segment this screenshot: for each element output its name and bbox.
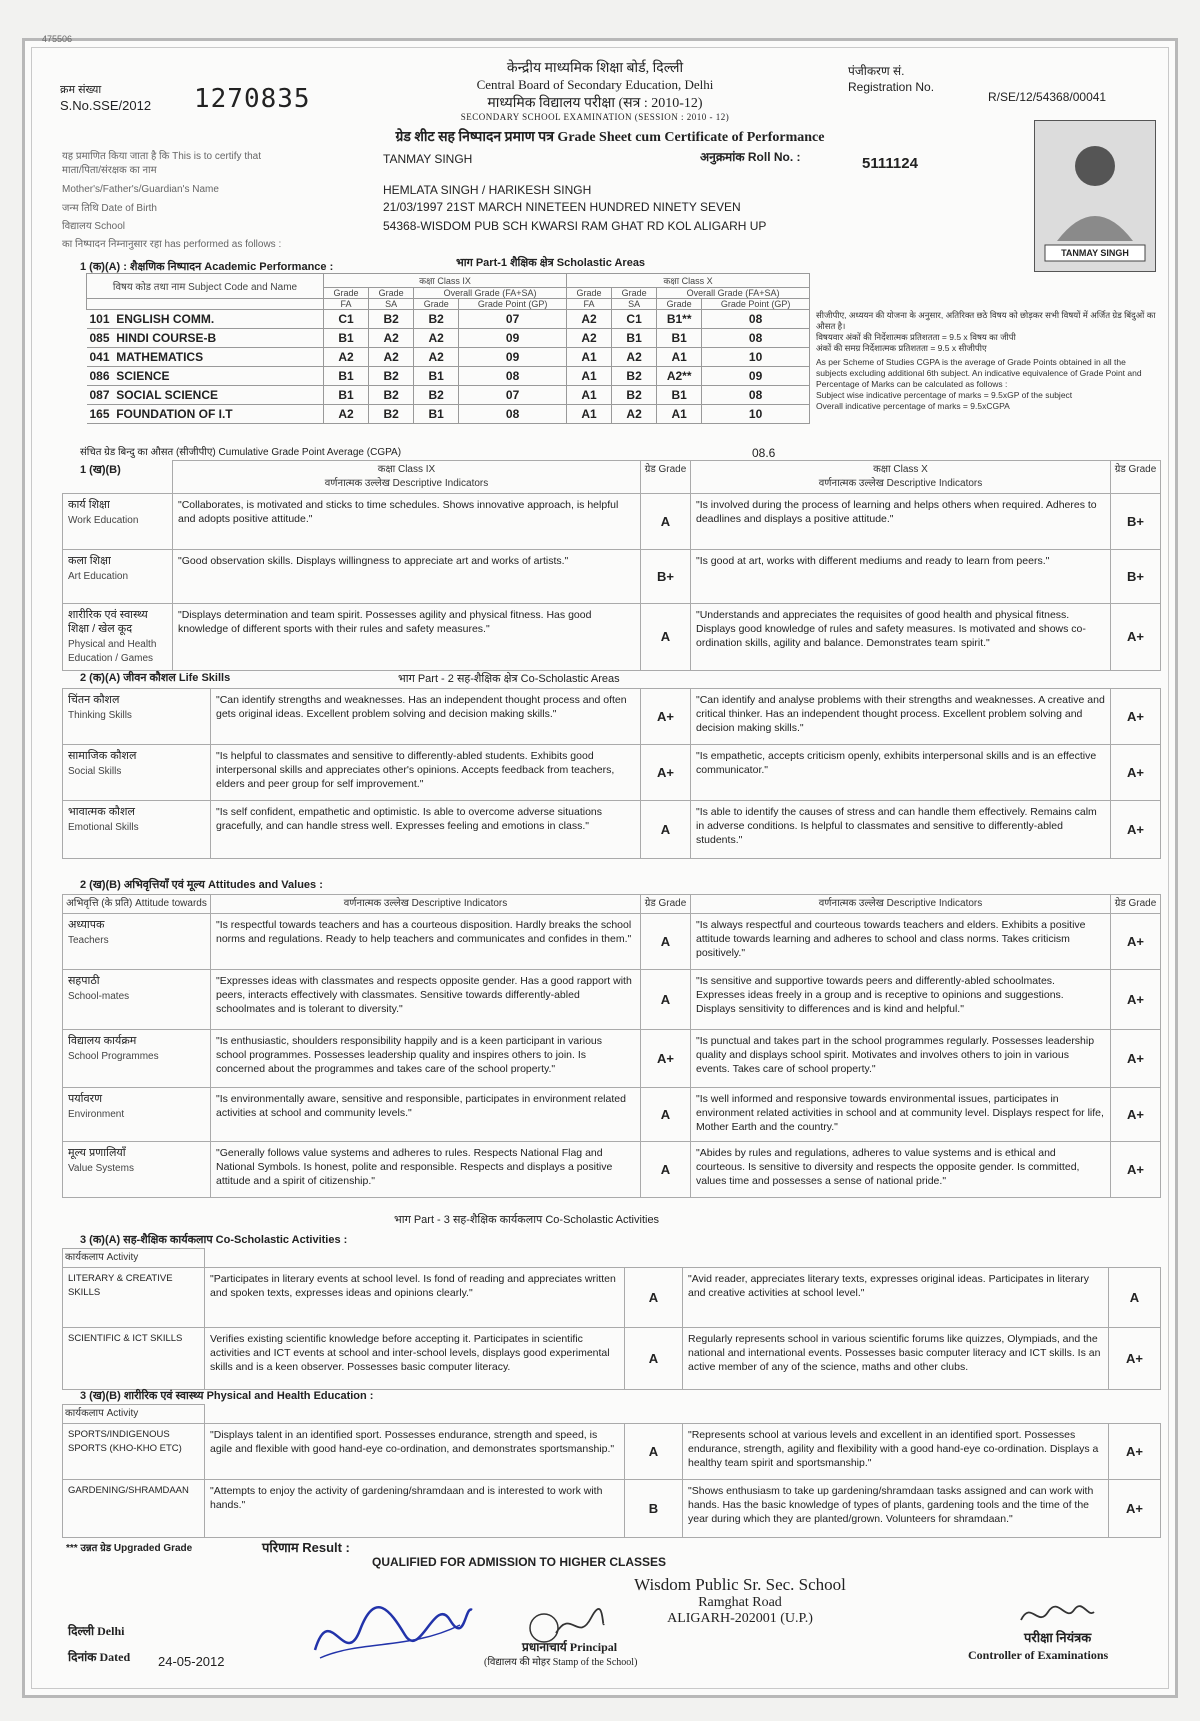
registration-label: Registration No. [848, 80, 935, 94]
grade-class-x: A+ [1111, 914, 1161, 970]
coscholastic-activities-table [62, 1248, 1161, 1390]
table-row [63, 745, 1161, 801]
table-row [63, 550, 1161, 604]
table-row [63, 1328, 1161, 1390]
serial-label: S.No.SSE/2012 [60, 98, 152, 113]
activity-header: कार्यकलाप Activity [63, 1405, 205, 1424]
note-line: अंकों की समग्र निर्देशात्मक प्रतिशतता = 9.5 x सीजीपीए [816, 343, 987, 353]
performed-label: का निष्पादन निम्नानुसार रहा has performed as follows : [62, 239, 282, 250]
grade-class-ix: B+ [641, 550, 691, 604]
grade-point-cell: 09 [459, 329, 567, 348]
area-name: School-mates [68, 991, 130, 1002]
section-2b-label: 2 (ख)(B) अभिवृत्तियाँ एवं मूल्य Attitudes and Values : [80, 879, 323, 891]
area-name: Social Skills [68, 766, 122, 777]
grade-class-ix: A [641, 604, 691, 671]
result-label: परिणाम Result : [262, 1540, 350, 1555]
grade-class-ix: A [641, 801, 691, 859]
stamp-school-name: Wisdom Public Sr. Sec. School [634, 1575, 846, 1594]
indicator-class-ix: "Expresses ideas with classmates and respects opposite gender. Has a good rapport with peers, interacts effectively with classmates. Sensitive towards differently-abled schoolmates and is tolerant to diversity." [211, 970, 641, 1030]
grade-cell: A2 [612, 405, 657, 424]
indicator-class-x: "Represents school at various levels and excellent in an identified sport. Possesses endurance, strength, agility and flexibility with a good hand-eye co-ordination. Displays a healthy team spirit and sportsmanship." [683, 1424, 1109, 1480]
table-row [63, 689, 1161, 745]
indicator-class-x: "Shows enthusiasm to take up gardening/shramdaan tasks assigned and can work with hands. Has the basic knowledge of types of plants, gardening tools and the time of the year during which they are planted/grown. Volunteers for shramdaan." [683, 1480, 1109, 1538]
grade-cell: B1** [657, 310, 702, 329]
indicator-class-ix: "Can identify strengths and weaknesses. Has an independent thought process and often gets original ideas. Excellent problem solving and decision making skills." [211, 689, 641, 745]
cgpa-value: 08.6 [752, 446, 776, 460]
grade-cell: C1 [324, 310, 369, 329]
grade-cell: A1 [566, 367, 611, 386]
area-name-hindi: अध्यापक [68, 919, 105, 931]
subject-name: FOUNDATION OF I.T [116, 407, 233, 421]
grade-cell: A2 [369, 348, 414, 367]
table-row [63, 494, 1161, 550]
section-3b-label: 3 (ख)(B) शारीरिक एवं स्वास्थ्य Physical and Health Education : [80, 1390, 374, 1402]
parent-label: Mother's/Father's/Guardian's Name [62, 184, 219, 195]
controller-label: Controller of Examinations [968, 1648, 1109, 1662]
section-3a-label: 3 (क)(A) सह-शैक्षिक कार्यकलाप Co-Scholastic Activities : [80, 1234, 348, 1246]
date-of-birth: 21/03/1997 21ST MARCH NINETEEN HUNDRED NINETY SEVEN [383, 200, 741, 214]
grade-class-x: A+ [1111, 689, 1161, 745]
subject-row [87, 405, 810, 424]
grade-cell: A2 [369, 329, 414, 348]
area-name-hindi: विद्यालय कार्यक्रम [68, 1035, 137, 1047]
grade-cell: B1 [324, 367, 369, 386]
indicator-class-x: "Is able to identify the causes of stress and can handle them effectively. Remains calm in adverse conditions. Is helpful to classmates and sensitive to differently-abled students." [691, 801, 1111, 859]
parents-names: HEMLATA SINGH / HARIKESH SINGH [383, 183, 592, 197]
col-gp: Grade Point (GP) [459, 299, 567, 310]
indicator-class-x: "Is well informed and responsive towards environmental issues, participates in environment related activities in school and at community level. Displays respect for life, Mother Earth and the country." [691, 1088, 1111, 1142]
indicator-class-ix: "Attempts to enjoy the activity of gardening/shramdaan and is interested to work with hands." [205, 1480, 625, 1538]
indicator-class-x: "Can identify and analyse problems with their strengths and weaknesses. A creative and critical thinker. Has an independent thought process. Excellent problem solving and decision making skills." [691, 689, 1111, 745]
indicator-class-x: Regularly represents school in various scientific forums like quizzes, Olympiads, and the national and international events. Possesses basic computer literacy and ICT skills. Is an active member of any of the science, maths and other clubs. [683, 1328, 1109, 1390]
area-name-hindi: शारीरिक एवं स्वास्थ्य शिक्षा / खेल कूद [68, 609, 148, 635]
school-stamp [600, 1575, 880, 1627]
exam-name: SECONDARY SCHOOL EXAMINATION (SESSION : 2010 - 12) [460, 112, 730, 122]
student-name: TANMAY SINGH [383, 152, 473, 166]
grade-point-cell: 09 [459, 348, 567, 367]
result-value: QUALIFIED FOR ADMISSION TO HIGHER CLASSES [372, 1555, 667, 1569]
attitudes-values-table [62, 894, 1161, 1198]
cgpa-notes [816, 310, 1156, 412]
cgpa-label: संचित ग्रेड बिन्दु का औसत (सीजीपीए) Cumulative Grade Point Average (CGPA) [80, 447, 402, 458]
grade-cell: A2** [657, 367, 702, 386]
grade-cell: A2 [414, 348, 459, 367]
stamp-note: (विद्यालय की मोहर Stamp of the School) [484, 1657, 638, 1668]
indicator-class-ix: "Is self confident, empathetic and optimistic. Is able to overcome adverse situations gracefully, and can handle stress well. Expresses feeling and emotions in class." [211, 801, 641, 859]
class-x-header: कक्षा Class X [566, 274, 809, 288]
table-row [63, 1424, 1161, 1480]
roll-number: 5111124 [862, 155, 918, 172]
grade-cell: B1 [414, 405, 459, 424]
subject-row [87, 329, 810, 348]
table-row [63, 1030, 1161, 1088]
section-1b-table [62, 460, 1161, 671]
grade-cell: B2 [369, 367, 414, 386]
table-row [63, 1142, 1161, 1198]
table-row [63, 604, 1161, 671]
grade-cell: B1 [657, 386, 702, 405]
indicator-class-ix: "Displays talent in an identified sport. Possesses endurance, strength and speed, is agile and flexible with good hand-eye co-ordination, and demonstrates sportsmanship." [205, 1424, 625, 1480]
grade-class-ix: A [625, 1424, 683, 1480]
grade-class-x: A [1109, 1268, 1161, 1328]
corner-number: 475506 [42, 34, 73, 44]
indicator-class-ix: Verifies existing scientific knowledge before accepting it. Participates in scientific activities and ICT events at school and inter-school levels, displays good experimental skills and is a keen observer. Possesses basic computer literacy. [205, 1328, 625, 1390]
dob-label: जन्म तिथि Date of Birth [62, 203, 157, 214]
subject-name: SCIENCE [116, 369, 170, 383]
indicator-class-ix: "Generally follows value systems and adheres to rules. Respects National Flag and National Symbols. Is honest, polite and responsible. Respects and displays a positive attitude and a spirit of citizenship." [211, 1142, 641, 1198]
grade-header: ग्रेड Grade [1111, 461, 1161, 494]
indicator-class-ix: "Good observation skills. Displays willingness to appreciate art and works of artists." [173, 550, 641, 604]
grade-class-ix: A [641, 494, 691, 550]
issue-date: 24-05-2012 [158, 1654, 225, 1669]
indicator-class-x: "Is always respectful and courteous towards teachers and elders. Exhibits a positive attitude towards learning and adheres to school and class norms. Takes criticism positively." [691, 914, 1111, 970]
grade-cell: A2 [566, 310, 611, 329]
grade-point-cell: 09 [702, 367, 810, 386]
col-sa: SA [369, 299, 414, 310]
table-row [63, 1268, 1161, 1328]
grade-cell: A1 [657, 405, 702, 424]
indicator-class-x: "Is sensitive and supportive towards peers and differently-abled schoolmates. Expresses ideas freely in a group and is receptive to opinions and suggestions. Displays sensitivity to differences and is kind and helpful." [691, 970, 1111, 1030]
grade-cell: A2 [612, 348, 657, 367]
stamp-address: Ramghat Road [698, 1595, 782, 1610]
table-row [63, 914, 1161, 970]
place-label: दिल्ली Delhi [68, 1624, 125, 1638]
grade-class-x: A+ [1111, 801, 1161, 859]
grade-cell: A1 [566, 405, 611, 424]
physical-education-table [62, 1404, 1161, 1538]
subject-code: 086 [89, 369, 110, 383]
grade-class-ix: A [625, 1268, 683, 1328]
grade-cell: B2 [414, 310, 459, 329]
subject-code: 165 [89, 407, 110, 421]
note-line: Subject wise indicative percentage of marks = 9.5xGP of the subject [816, 390, 1073, 400]
grade-class-x: A+ [1111, 604, 1161, 671]
grade-cell: B2 [612, 367, 657, 386]
area-name: Physical and Health Education / Games [68, 639, 157, 664]
subject-code: 041 [89, 350, 110, 364]
grade-point-cell: 08 [459, 405, 567, 424]
parent-label-hindi: माता/पिता/संरक्षक का नाम [62, 165, 157, 176]
activity-name: SCIENTIFIC & ICT SKILLS [63, 1328, 205, 1390]
note-hindi: सीजीपीए, अध्ययन की योजना के अनुसार, अतिरिक्त छठे विषय को छोड़कर सभी विषयों में अर्जित ग्रेड बिंदुओं का औसत है। [816, 310, 1156, 331]
indicator-class-x: "Abides by rules and regulations, adheres to value systems and is ethical and courteous. Is sensitive to diversity and respects the opposite gender. Is committed, values time and possesses a sense of national pride." [691, 1142, 1111, 1198]
activity-name: GARDENING/SHRAMDAAN [63, 1480, 205, 1538]
indicator-class-ix: "Is environmentally aware, sensitive and responsible, participates in environment related activities at school and community levels." [211, 1088, 641, 1142]
grade-cell: A2 [324, 348, 369, 367]
academic-table [86, 273, 810, 424]
area-name-hindi: सहपाठी [68, 975, 100, 987]
note-line: Overall indicative percentage of marks = 9.5xCGPA [816, 401, 1010, 411]
exam-name-hindi: माध्यमिक विद्यालय परीक्षा (सत्र : 2010-12) [487, 96, 703, 111]
grade-cell: B2 [369, 386, 414, 405]
area-name-hindi: सामाजिक कौशल [68, 750, 137, 762]
stamp-city: ALIGARH-202001 (U.P.) [667, 1611, 813, 1626]
area-name: Teachers [68, 935, 109, 946]
indicator-class-x: "Is involved during the process of learning and helps others when required. Adheres to deadlines and displays a positive attitude." [691, 494, 1111, 550]
registration-label-hindi: पंजीकरण सं. [848, 64, 905, 78]
serial-label-hindi: क्रम संख्या [60, 84, 102, 96]
subject-row [87, 310, 810, 329]
class-ix-header: कक्षा Class IX [324, 274, 567, 288]
grade-point-cell: 08 [702, 310, 810, 329]
class-x-header: कक्षा Class X [873, 464, 928, 475]
certify-label: यह प्रमाणित किया जाता है कि This is to certify that [62, 151, 262, 162]
coscholastic-part-label: भाग Part - 2 सह-शैक्षिक क्षेत्र Co-Scholastic Areas [398, 673, 620, 685]
note-line: विषयवार अंकों की निर्देशात्मक प्रतिशतता = 9.5 x विषय का जीपी [816, 332, 1016, 342]
area-name-hindi: भावात्मक कौशल [68, 806, 135, 818]
grade-class-ix: A+ [641, 1030, 691, 1088]
grade-cell: A2 [414, 329, 459, 348]
area-name: Thinking Skills [68, 710, 132, 721]
subject-code: 085 [89, 331, 110, 345]
table-row [63, 1480, 1161, 1538]
subject-row [87, 367, 810, 386]
col-grade: Grade [657, 299, 702, 310]
col-fa: FA [324, 299, 369, 310]
grade-cell: B2 [369, 405, 414, 424]
col-grade: Grade [566, 288, 611, 299]
indicator-class-ix: "Displays determination and team spirit. Possesses agility and physical fitness. Has good knowledge of different sports with their rules and safety measures." [173, 604, 641, 671]
col-grade: Grade [414, 299, 459, 310]
grade-class-ix: A [641, 914, 691, 970]
area-name-hindi: कार्य शिक्षा [68, 499, 110, 511]
school-label: विद्यालय School [62, 221, 125, 232]
subject-row [87, 348, 810, 367]
descriptive-header: वर्णनात्मक उल्लेख Descriptive Indicators [211, 895, 641, 914]
grade-cell: B1 [414, 367, 459, 386]
area-name-hindi: पर्यावरण [68, 1093, 103, 1105]
activities-part-label: भाग Part - 3 सह-शैक्षिक कार्यकलाप Co-Scholastic Activities [394, 1214, 660, 1226]
indicator-class-x: "Understands and appreciates the requisites of good health and physical fitness. Displays good knowledge of rules and safety measures. Is motivated and shows co-ordination skills, agility and balance. Demonstrates team spirit." [691, 604, 1111, 671]
grade-point-cell: 07 [459, 386, 567, 405]
col-grade: Grade [324, 288, 369, 299]
grade-cell: C1 [612, 310, 657, 329]
grade-class-ix: A [625, 1328, 683, 1390]
grade-point-cell: 10 [702, 348, 810, 367]
registration-number: R/SE/12/54368/00041 [988, 90, 1107, 104]
activity-header: कार्यकलाप Activity [63, 1249, 205, 1268]
area-name-hindi: चिंतन कौशल [68, 694, 120, 706]
area-name: School Programmes [68, 1051, 159, 1062]
grade-cell: A1 [566, 386, 611, 405]
grade-class-x: A+ [1109, 1480, 1161, 1538]
col-overall: Overall Grade (FA+SA) [414, 288, 567, 299]
subject-row [87, 386, 810, 405]
area-name: Work Education [68, 515, 139, 526]
grade-class-x: B+ [1111, 550, 1161, 604]
grade-class-x: A+ [1111, 1030, 1161, 1088]
upgraded-note: *** उन्नत ग्रेड Upgraded Grade [66, 1543, 193, 1554]
indicator-class-ix: "Is helpful to classmates and sensitive to differently-abled students. Exhibits good interpersonal skills and appreciates other's opinions. Accepts feedback from teachers, elders and peer group for self improvement." [211, 745, 641, 801]
grade-cell: B1 [324, 329, 369, 348]
grade-point-cell: 08 [702, 329, 810, 348]
grade-cell: B1 [657, 329, 702, 348]
subject-name: SOCIAL SCIENCE [116, 388, 218, 402]
descriptive-header: वर्णनात्मक उल्लेख Descriptive Indicators [691, 895, 1111, 914]
indicator-class-ix: "Is enthusiastic, shoulders responsibility happily and is a keen participant in various school programmes. Possesses leadership quality and inspires others to join. Is concerned about the programmes and takes care of the school property." [211, 1030, 641, 1088]
grade-header: ग्रेड Grade [1111, 895, 1161, 914]
subject-name: HINDI COURSE-B [116, 331, 217, 345]
grade-cell: A2 [566, 329, 611, 348]
col-overall: Overall Grade (FA+SA) [657, 288, 810, 299]
indicator-class-x: "Is empathetic, accepts criticism openly, exhibits interpersonal skills and is an effective communicator." [691, 745, 1111, 801]
grade-cell: A2 [324, 405, 369, 424]
indicator-class-x: "Avid reader, appreciates literary texts, expresses original ideas. Participates in literary and creative activities at school level." [683, 1268, 1109, 1328]
area-name: Art Education [68, 571, 129, 582]
grade-cell: A1 [657, 348, 702, 367]
area-name-hindi: कला शिक्षा [68, 555, 111, 567]
grade-class-ix: A+ [641, 745, 691, 801]
grade-class-x: A+ [1109, 1424, 1161, 1480]
table-row [63, 970, 1161, 1030]
section-1b-label: 1 (ख)(B) [80, 464, 121, 476]
grade-cell: B1 [324, 386, 369, 405]
subject-header: विषय कोड तथा नाम Subject Code and Name [87, 274, 324, 299]
indicator-class-ix: "Collaborates, is motivated and sticks to time schedules. Shows innovative approach, is helpful and adopts positive attitude." [173, 494, 641, 550]
date-label: दिनांक Dated [68, 1650, 131, 1664]
grade-class-x: A+ [1111, 1088, 1161, 1142]
grade-class-x: A+ [1111, 970, 1161, 1030]
grade-class-x: A+ [1109, 1328, 1161, 1390]
section-2a-label: 2 (क)(A) जीवन कौशल Life Skills [80, 672, 231, 684]
scholastic-part-label: भाग Part-1 शैक्षिक क्षेत्र Scholastic Areas [456, 257, 646, 269]
col-fa: FA [566, 299, 611, 310]
activity-name: SPORTS/INDIGENOUS SPORTS (KHO-KHO ETC) [63, 1424, 205, 1480]
grade-point-cell: 08 [702, 386, 810, 405]
school-name: 54368-WISDOM PUB SCH KWARSI RAM GHAT RD KOL ALIGARH UP [383, 219, 767, 233]
serial-number: 1270835 [194, 84, 311, 114]
indicator-class-x: "Is good at art, works with different mediums and ready to learn from peers." [691, 550, 1111, 604]
controller-label-hindi: परीक्षा नियंत्रक [1024, 1630, 1092, 1645]
note-english: As per Scheme of Studies CGPA is the average of Grade Points obtained in all the subjects excluding additional 6th subject. An indicative equivalence of Grade Point and Percentage of Marks can be calculated as follows : [816, 357, 1142, 389]
area-name: Emotional Skills [68, 822, 139, 833]
grade-class-ix: A [641, 1088, 691, 1142]
grade-class-ix: A [641, 970, 691, 1030]
attitude-header: अभिवृत्ति (के प्रति) Attitude towards [63, 895, 211, 914]
subject-name: ENGLISH COMM. [116, 312, 215, 326]
life-skills-table [62, 688, 1161, 859]
grade-cell: B2 [414, 386, 459, 405]
grade-cell: B2 [612, 386, 657, 405]
photo-caption: TANMAY SINGH [1061, 248, 1129, 258]
grade-class-x: B+ [1111, 494, 1161, 550]
grade-class-ix: A [641, 1142, 691, 1198]
grade-class-x: A+ [1111, 745, 1161, 801]
col-gp: Grade Point (GP) [702, 299, 810, 310]
grade-header: ग्रेड Grade [641, 895, 691, 914]
subject-code: 087 [89, 388, 110, 402]
indicator-class-x: "Is punctual and takes part in the school programmes regularly. Possesses leadership quality and displays school spirit. Motivates and involves others to join in various events. Takes care of school property." [691, 1030, 1111, 1088]
descriptive-header: वर्णनात्मक उल्लेख Descriptive Indicators [324, 478, 489, 489]
subject-name: MATHEMATICS [116, 350, 204, 364]
academic-section-label: 1 (क)(A) : शैक्षणिक निष्पादन Academic Performance : [80, 261, 334, 273]
board-name: Central Board of Secondary Education, Delhi [476, 77, 714, 92]
area-name-hindi: मूल्य प्रणालियाँ [68, 1147, 126, 1159]
class-ix-header: कक्षा Class IX [377, 464, 436, 475]
certificate-title: ग्रेड शीट सह निष्पादन प्रमाण पत्र Grade Sheet cum Certificate of Performance [395, 130, 825, 145]
col-grade: Grade [612, 288, 657, 299]
grade-cell: B1 [612, 329, 657, 348]
board-name-hindi: केन्द्रीय माध्यमिक शिक्षा बोर्ड, दिल्ली [506, 61, 684, 76]
grade-class-x: A+ [1111, 1142, 1161, 1198]
student-signature-icon [300, 1580, 480, 1670]
grade-cell: B2 [369, 310, 414, 329]
indicator-class-ix: "Is respectful towards teachers and has a courteous disposition. Hardly breaks the school norms and regulations. Ready to help teachers and communicates and confides in them." [211, 914, 641, 970]
student-photo [1034, 120, 1156, 272]
area-name: Environment [68, 1109, 125, 1120]
grade-class-ix: A+ [641, 689, 691, 745]
activity-name: LITERARY & CREATIVE SKILLS [63, 1268, 205, 1328]
descriptive-header: वर्णनात्मक उल्लेख Descriptive Indicators [818, 478, 983, 489]
col-grade: Grade [369, 288, 414, 299]
grade-header: ग्रेड Grade [641, 461, 691, 494]
subject-code: 101 [89, 312, 110, 326]
controller-signature-icon [1016, 1600, 1096, 1630]
table-row [63, 1088, 1161, 1142]
area-name: Value Systems [68, 1163, 134, 1174]
col-sa: SA [612, 299, 657, 310]
grade-point-cell: 07 [459, 310, 567, 329]
grade-cell: A1 [566, 348, 611, 367]
grade-point-cell: 10 [702, 405, 810, 424]
principal-label: प्रधानाचार्य Principal [522, 1640, 618, 1654]
grade-point-cell: 08 [459, 367, 567, 386]
grade-class-ix: B [625, 1480, 683, 1538]
roll-label: अनुक्रमांक Roll No. : [700, 150, 801, 164]
indicator-class-ix: "Participates in literary events at school level. Is fond of reading and appreciates written and spoken texts, expresses ideas and opinions clearly." [205, 1268, 625, 1328]
table-row [63, 801, 1161, 859]
